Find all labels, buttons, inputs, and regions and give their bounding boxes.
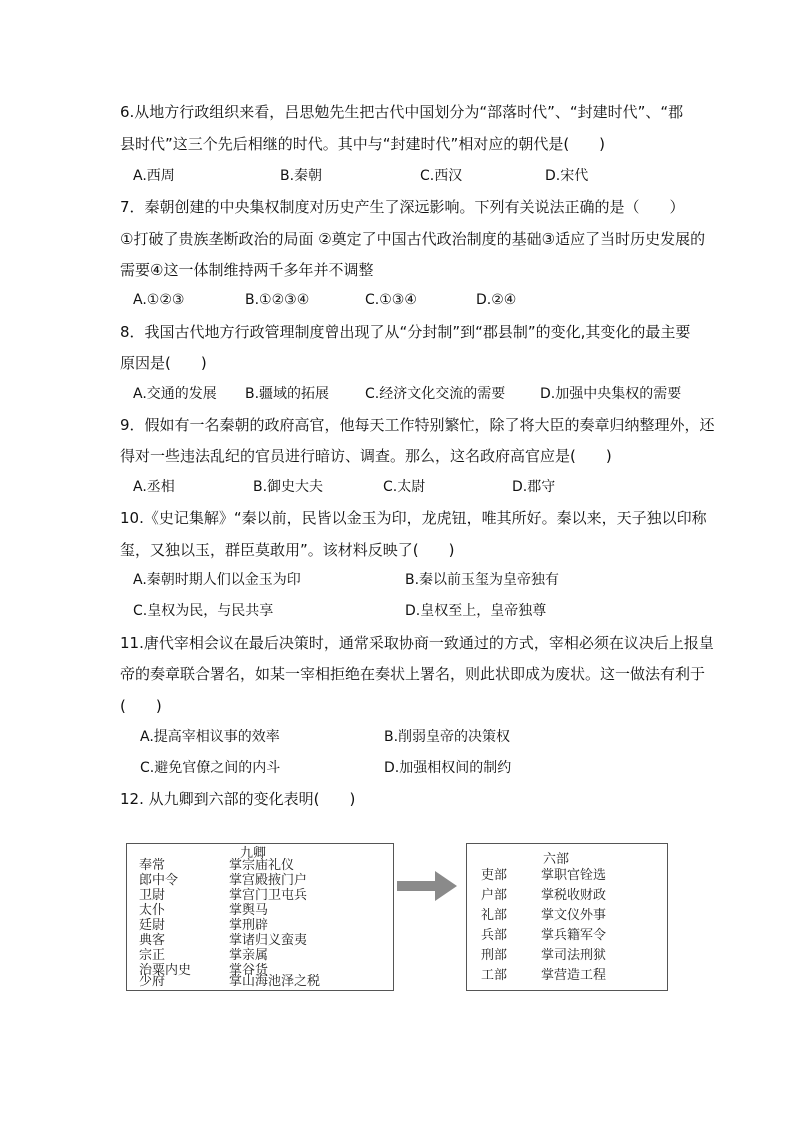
q7-line-3: 需要④这一体制维持两千多年并不调整 bbox=[120, 261, 374, 279]
q7-option-d: D.②④ bbox=[476, 292, 517, 308]
q6-option-d: D.宋代 bbox=[545, 168, 589, 184]
jiuqing-row: 卫尉 掌宫门卫屯兵 bbox=[139, 888, 308, 903]
jiuqing-row: 廷尉 掌刑辟 bbox=[139, 918, 269, 933]
liubu-row: 吏部 掌职官铨选 bbox=[481, 868, 607, 883]
jiuqing-row: 典客 掌诸归义蛮夷 bbox=[139, 933, 308, 948]
q8-option-c: C.经济文化交流的需要 bbox=[365, 386, 506, 402]
liubu-title: 六部 bbox=[543, 852, 570, 867]
q6-line-2: 县时代”这三个先后相继的时代。其中与“封建时代”相对应的朝代是( ) bbox=[120, 135, 606, 153]
q6-option-a: A.西周 bbox=[133, 168, 175, 184]
q9-option-c: C.太尉 bbox=[383, 479, 426, 495]
q9-line-2: 得对一些违法乱纪的官员进行暗访、调查。那么，这名政府高官应是( ) bbox=[120, 447, 612, 465]
jiuqing-row: 奉常 掌宗庙礼仪 bbox=[139, 858, 295, 873]
q10-option-c: C.皇权为民，与民共享 bbox=[133, 603, 274, 619]
q8-line-2: 原因是( ) bbox=[120, 354, 207, 372]
q6-line-1: 6.从地方行政组织来看，吕思勉先生把古代中国划分为“部落时代”、“封建时代”、“郡 bbox=[120, 103, 684, 121]
jiuqing-box bbox=[126, 843, 394, 991]
liubu-row: 礼部 掌文仪外事 bbox=[481, 908, 607, 923]
q9-line-1: 9．假如有一名秦朝的政府高官，他每天工作特别繁忙，除了将大臣的奏章归纳整理外，还 bbox=[120, 416, 715, 434]
q8-option-d: D.加强中央集权的需要 bbox=[540, 386, 682, 402]
q11-line-3: ( ) bbox=[120, 697, 162, 715]
q9-option-a: A.丞相 bbox=[133, 479, 175, 495]
q11-option-a: A.提高宰相议事的效率 bbox=[140, 729, 280, 745]
q11-option-b: B.削弱皇帝的决策权 bbox=[384, 729, 511, 745]
q10-line-2: 玺，又独以玉，群臣莫敢用”。该材料反映了( ) bbox=[120, 541, 455, 559]
q11-option-d: D.加强相权间的制约 bbox=[384, 760, 512, 776]
jiuqing-title: 九卿 bbox=[240, 846, 267, 861]
q10-option-a: A.秦朝时期人们以金玉为印 bbox=[133, 572, 301, 588]
liubu-row: 户部 掌税收财政 bbox=[481, 888, 607, 903]
q9-option-d: D.郡守 bbox=[512, 479, 556, 495]
jiuqing-row: 太仆 掌舆马 bbox=[139, 903, 269, 918]
q7-option-b: B.①②③④ bbox=[245, 292, 310, 308]
jiuqing-row: 少府 掌山海池泽之税 bbox=[139, 974, 321, 989]
arrow-right-icon bbox=[397, 868, 459, 904]
q7-line-1: 7．秦朝创建的中央集权制度对历史产生了深远影响。下列有关说法正确的是（ ） bbox=[120, 198, 685, 216]
q10-option-b: B.秦以前玉玺为皇帝独有 bbox=[405, 572, 560, 588]
q9-option-b: B.御史大夫 bbox=[253, 479, 324, 495]
q11-option-c: C.避免官僚之间的内斗 bbox=[140, 760, 281, 776]
q10-line-1: 10.《史记集解》“秦以前，民皆以金玉为印，龙虎钮，唯其所好。秦以来，天子独以印称 bbox=[120, 509, 707, 527]
q11-line-2: 帝的奏章联合署名，如某一宰相拒绝在奏状上署名，则此状即成为废状。这一做法有利于 bbox=[120, 665, 706, 683]
liubu-box bbox=[466, 843, 668, 991]
jiuqing-row: 宗正 掌亲属 bbox=[139, 948, 269, 963]
q7-line-2: ①打破了贵族垄断政治的局面 ②奠定了中国古代政治制度的基础③适应了当时历史发展的 bbox=[120, 230, 706, 248]
jiuqing-row: 郎中令 掌宫殿掖门户 bbox=[139, 873, 308, 888]
q11-line-1: 11.唐代宰相会议在最后决策时，通常采取协商一致通过的方式，宰相必须在议决后上报皇 bbox=[120, 634, 714, 652]
jiuqing-row: 治粟内史 掌谷货 bbox=[139, 963, 269, 978]
q8-option-a: A.交通的发展 bbox=[133, 386, 217, 402]
q10-option-d: D.皇权至上，皇帝独尊 bbox=[405, 603, 547, 619]
liubu-row: 兵部 掌兵籍军令 bbox=[481, 928, 607, 943]
liubu-row: 刑部 掌司法刑狱 bbox=[481, 948, 607, 963]
q7-option-a: A.①②③ bbox=[133, 292, 185, 308]
q6-option-b: B.秦朝 bbox=[280, 168, 323, 184]
q6-option-c: C.西汉 bbox=[420, 168, 463, 184]
q8-option-b: B.疆域的拓展 bbox=[245, 386, 330, 402]
q12-line-1: 12. 从九卿到六部的变化表明( ) bbox=[120, 790, 356, 808]
liubu-row: 工部 掌营造工程 bbox=[481, 968, 607, 983]
q7-option-c: C.①③④ bbox=[365, 292, 417, 308]
q8-line-1: 8．我国古代地方行政管理制度曾出现了从“分封制”到“郡县制”的变化,其变化的最主要 bbox=[120, 323, 691, 341]
